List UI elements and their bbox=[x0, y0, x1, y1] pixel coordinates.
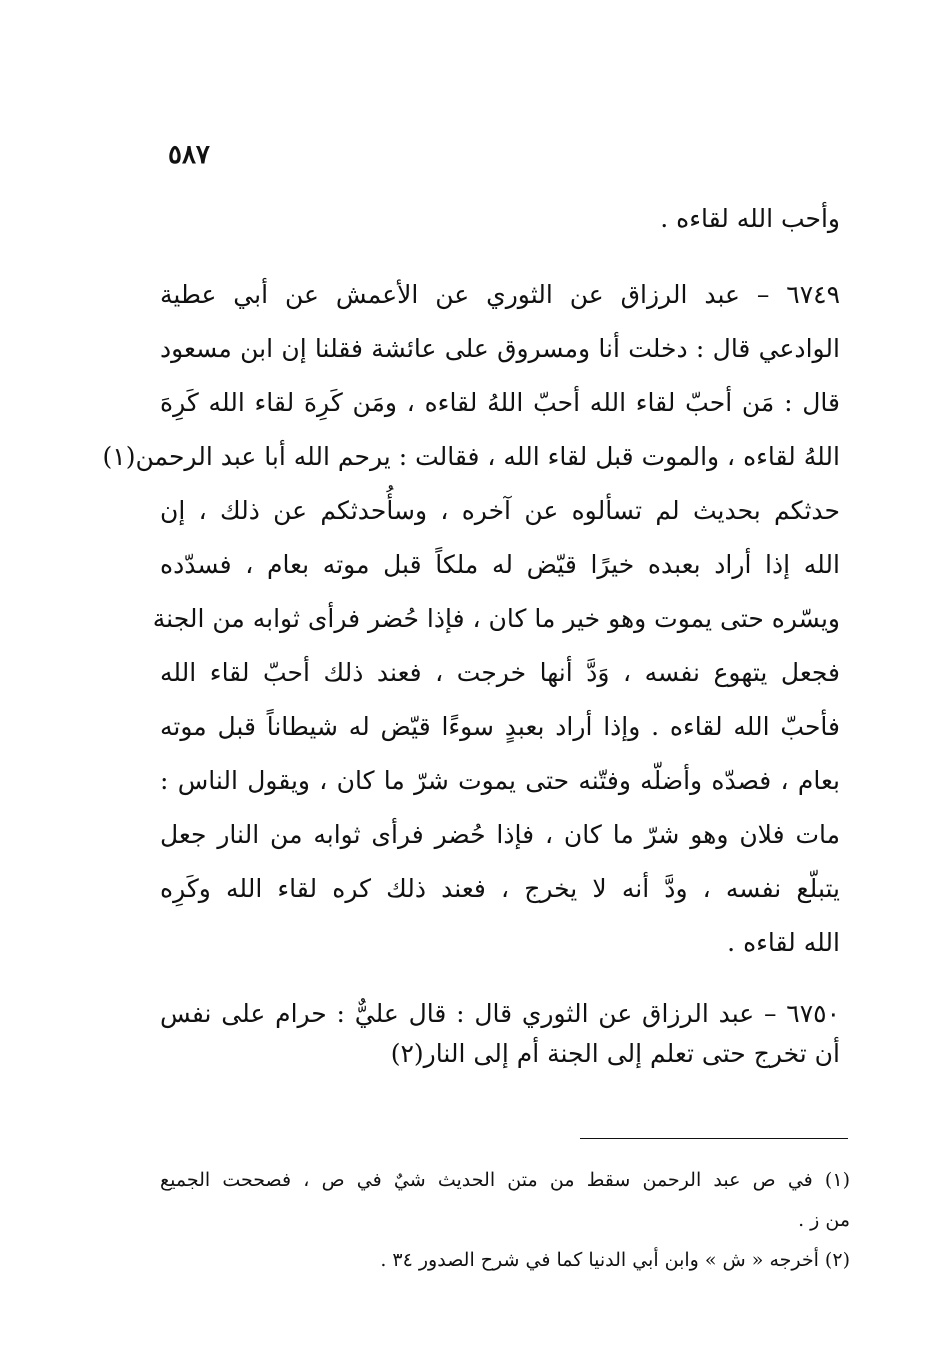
hadith-line: فجعل يتهوع نفسه ، وَدَّ أنها خرجت ، فعند ذلك أحبّ لقاء الله bbox=[160, 658, 840, 687]
hadith-line: ويسّره حتى يموت وهو خير ما كان ، فإذا حُضر فرأى ثوابه من الجنة bbox=[152, 604, 840, 633]
hadith-line: فأحبّ الله لقاءه . وإذا أراد بعبدٍ سوءًا قيّض له شيطاناً قبل موته bbox=[160, 712, 840, 741]
opening-line: وأحب الله لقاءه . bbox=[660, 204, 840, 233]
hadith-line: ٦٧٤٩ – عبد الرزاق عن الثوري عن الأعمش عن أبي عطية bbox=[160, 280, 840, 309]
opening-line-block bbox=[160, 192, 840, 246]
hadith-line: حدثكم بحديث لم تسألوه عن آخره ، وسأُحدثكم عن ذلك ، إن bbox=[160, 496, 840, 525]
footnote-2: (٢) أخرجه « ش » وابن أبي الدنيا كما في شرح الصدور ٣٤ . bbox=[380, 1249, 850, 1271]
hadith-line: الله إذا أراد بعبده خيرًا قيّض له ملكاً قبل موته بعام ، فسدّده bbox=[160, 550, 840, 579]
footnotes bbox=[160, 1160, 850, 1280]
hadith-line: بعام ، فصدّه وأضلّه وفتّنه حتى يموت شرّ ما كان ، ويقول الناس : bbox=[160, 766, 840, 795]
hadith-6750 bbox=[160, 994, 840, 1074]
hadith-line: ٦٧٥٠ – عبد الرزاق عن الثوري قال : قال عليٌّ : حرام على نفس bbox=[160, 999, 840, 1028]
hadith-line: مات فلان وهو شرّ ما كان ، فإذا حُضر فرأى ثوابه من النار جعل bbox=[160, 820, 840, 849]
footnote-1-line: من ز . bbox=[798, 1209, 850, 1231]
footnote-1-line: (١) في ص عبد الرحمن سقط من متن الحديث شيٌ في ص ، فصححت الجميع bbox=[160, 1169, 850, 1191]
hadith-line: اللهُ لقاءه ، والموت قبل لقاء الله ، فقالت : يرحم الله أبا عبد الرحمن(١) bbox=[102, 442, 840, 471]
hadith-line: أن تخرج حتى تعلم إلى الجنة أم إلى النار(٢) bbox=[390, 1039, 840, 1068]
hadith-6749 bbox=[102, 268, 840, 970]
hadith-line: الله لقاءه . bbox=[727, 928, 840, 957]
hadith-line: يتبلّع نفسه ، ودَّ أنه لا يخرج ، فعند ذلك كره لقاء الله وكَرِه bbox=[160, 874, 840, 903]
hadith-line: قال : مَن أحبّ لقاء الله أحبّ اللهُ لقاءه ، ومَن كَرِهَ لقاء الله كَرِهَ bbox=[160, 388, 840, 417]
hadith-line: الوادعي قال : دخلت أنا ومسروق على عائشة فقلنا إن ابن مسعود bbox=[160, 334, 840, 363]
page-number: ٥٨٧ bbox=[168, 140, 210, 170]
footnote-separator bbox=[580, 1138, 848, 1139]
